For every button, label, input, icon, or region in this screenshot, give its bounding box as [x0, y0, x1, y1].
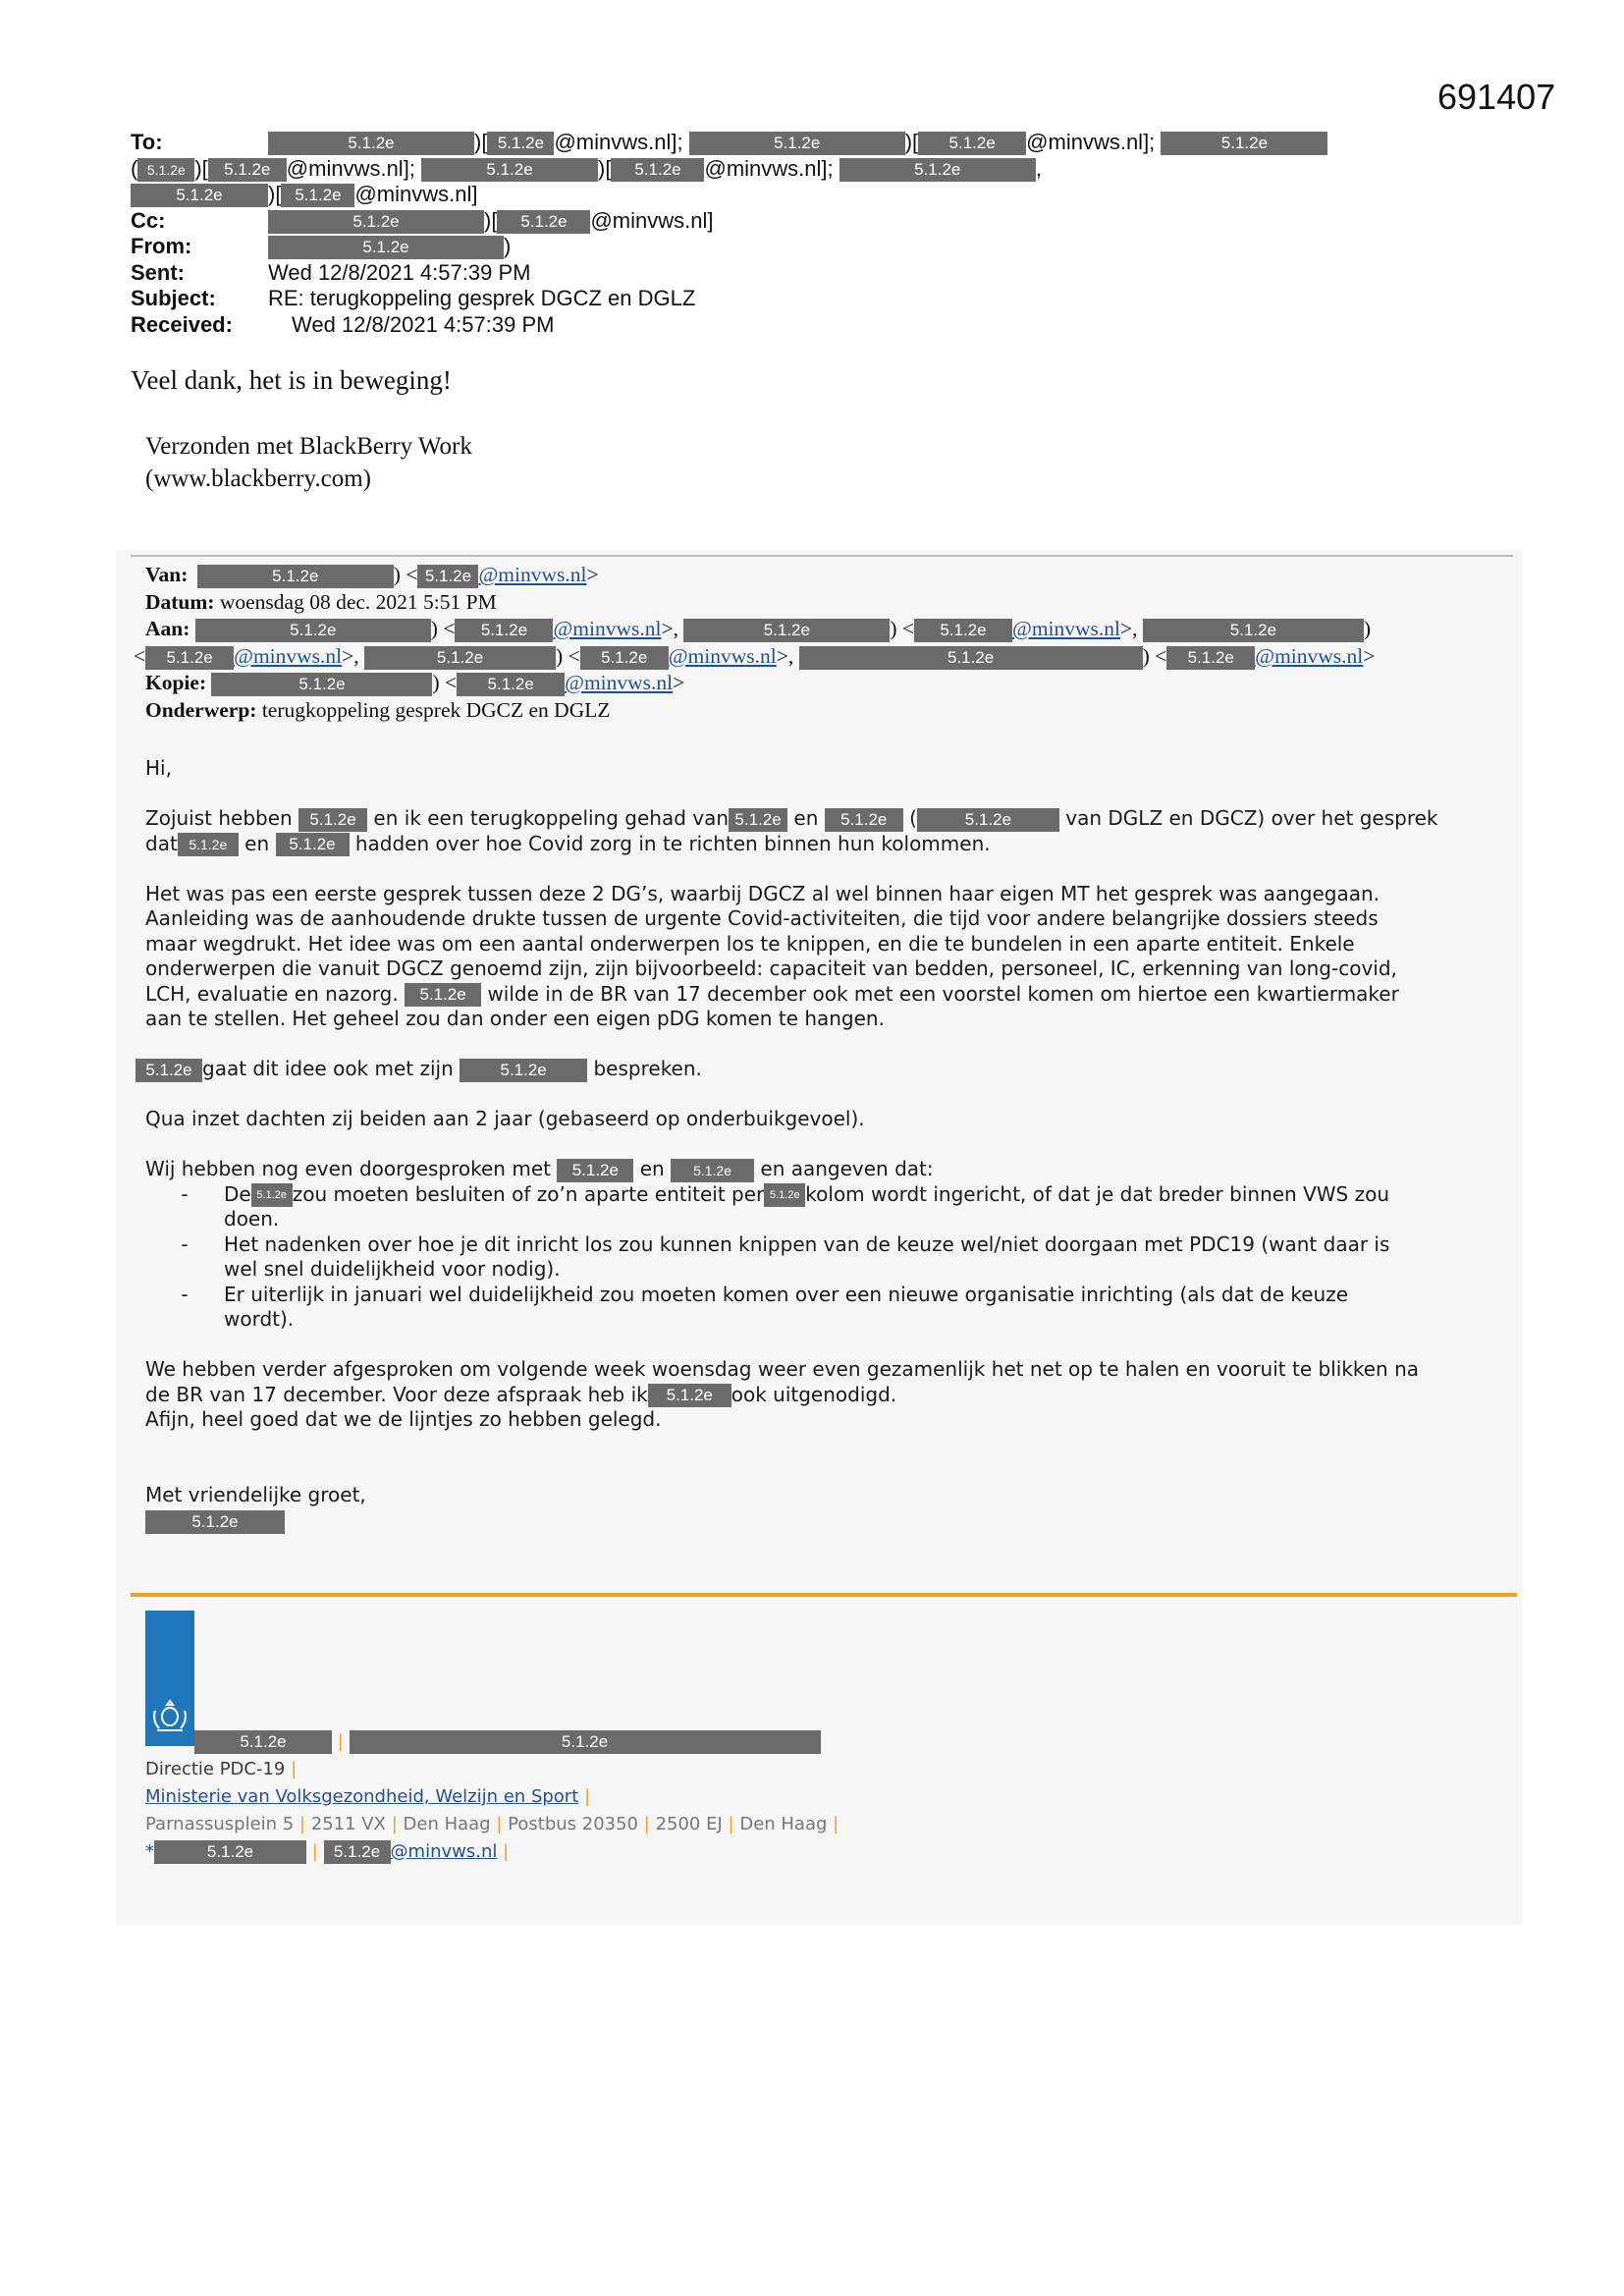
sent-label: Sent:	[131, 259, 185, 285]
list-item	[145, 1182, 1490, 1232]
text: LCH, evaluatie en nazorg.	[145, 981, 399, 1006]
redaction: 5.1.2e	[914, 619, 1012, 642]
divider	[131, 555, 1513, 557]
van-label: Van:	[145, 563, 189, 586]
redaction: 5.1.2e	[154, 1840, 306, 1864]
redaction: 5.1.2e	[421, 158, 598, 182]
text: gaat dit idee ook met zijn	[202, 1057, 454, 1080]
text: en	[793, 806, 819, 830]
subject-value: RE: terugkoppeling gesprek DGCZ en DGLZ	[268, 286, 696, 310]
onderwerp-label: Onderwerp:	[145, 697, 257, 722]
bullet-dash: -	[181, 1231, 189, 1256]
directie: Directie PDC-19	[145, 1759, 286, 1779]
redaction: 5.1.2e	[457, 673, 565, 696]
text: We hebben verder afgesproken om volgende week woensdag weer even gezamenlijk het net op te halen en vooruit te blikken na	[145, 1357, 1420, 1381]
email-link[interactable]: @minvws.nl	[553, 617, 662, 640]
text: Het nadenken over hoe je dit inricht los zou kunnen knippen van de keuze wel/niet doorgaan met PDC19 (want daar is	[224, 1231, 1390, 1256]
document-id: 691407	[1437, 77, 1556, 117]
redaction: 5.1.2e	[405, 983, 481, 1007]
separator: |	[391, 1814, 398, 1834]
rijksoverheid-logo	[145, 1611, 194, 1746]
text: en ik een terugkoppeling gehad van	[373, 806, 730, 830]
aan-label: Aan:	[145, 617, 190, 640]
redaction: 5.1.2e	[276, 833, 350, 856]
redaction: 5.1.2e	[194, 1730, 332, 1754]
redaction: 5.1.2e	[460, 1059, 587, 1082]
separator: |	[291, 1759, 298, 1779]
redaction: 5.1.2e	[839, 158, 1036, 182]
phone-star: *	[145, 1841, 154, 1862]
redaction: 5.1.2e	[497, 210, 590, 234]
blackberry-signature	[145, 430, 472, 495]
subject-label: Subject:	[131, 286, 216, 310]
message-body	[145, 756, 1490, 1534]
redaction: 5.1.2e	[648, 1384, 731, 1407]
separator: |	[298, 1814, 306, 1834]
text: hadden over hoe Covid zorg in te richten binnen hun kolommen.	[354, 831, 991, 855]
separator: |	[728, 1814, 734, 1834]
redaction: 5.1.2e	[135, 1059, 202, 1082]
redaction: 5.1.2e	[729, 808, 787, 832]
text: en	[244, 831, 270, 855]
email-domain: @minvws.nl	[590, 207, 708, 233]
redaction: 5.1.2e	[1161, 132, 1327, 155]
to-label: To:	[131, 130, 163, 154]
redaction: 5.1.2e	[298, 808, 367, 832]
datum-value: woensdag 08 dec. 2021 5:51 PM	[219, 589, 497, 614]
ministry-link[interactable]: Ministerie van Volksgezondheid, Welzijn en Sport	[145, 1786, 579, 1807]
text: bespreken.	[593, 1057, 702, 1080]
text: Zojuist hebben	[145, 806, 293, 830]
text: en	[639, 1157, 665, 1180]
intro-text: Veel dank, het is in beweging!	[131, 365, 452, 395]
address-street: Parnassusplein 5	[145, 1814, 295, 1834]
redaction: 5.1.2e	[825, 808, 903, 832]
sent-value: Wed 12/8/2021 4:57:39 PM	[268, 259, 531, 285]
redaction: 5.1.2e	[324, 1840, 391, 1864]
forwarded-header: Van: 5.1.2e ) < 5.1.2e @minvws.nl> Datum: woensdag 08 dec. 2021 5:51 PM Aan: 5.1.2e ) < 5.1.2e @minvws.nl>, 5.1.2e ) < 5.1.2e @minvws.nl>, 5.1.2e ) < 5.1.2e @minvws.nl>, 5.1.2e ) < 5.1.2e @minvws.nl>, 5.1.2e ) < 5.1.2e @minvws.nl> Kopie: 5.1.2e ) < 5.1.2e @minvws.nl> Onderwerp: terugkoppeling gesprek DGCZ en DGLZ	[134, 563, 1376, 722]
text: onderwerpen die vanuit DGCZ genoemd zijn, zijn bijvoorbeeld: capaciteit van bedden, personeel, IC, erkenning van long-covid,	[145, 957, 1397, 980]
redaction: 5.1.2e	[611, 158, 704, 182]
redaction: 5.1.2e	[1143, 619, 1364, 642]
redaction: 5.1.2e	[918, 132, 1026, 155]
text: en aangeven dat:	[760, 1157, 934, 1180]
bullet-dash: -	[181, 1181, 189, 1206]
greeting: Hi,	[145, 756, 172, 780]
email-link[interactable]: @minvws.nl	[234, 643, 343, 668]
address-city2: Den Haag	[739, 1814, 828, 1834]
redaction: 5.1.2e	[364, 646, 556, 670]
address-postbus: Postbus 20350	[508, 1814, 639, 1834]
separator: |	[337, 1731, 344, 1752]
onderwerp-value: terugkoppeling gesprek DGCZ en DGLZ	[261, 697, 611, 722]
email-domain: @minvws.nl	[286, 155, 404, 181]
from-label: From:	[131, 234, 192, 258]
separator: |	[311, 1841, 318, 1862]
text: zou moeten besluiten of zo’n aparte entiteit per	[292, 1181, 765, 1206]
text: Qua inzet dachten zij beiden aan 2 jaar (gebaseerd op onderbuikgevoel).	[145, 1107, 865, 1130]
separator: |	[503, 1841, 510, 1862]
address-zip: 2511 VX	[310, 1814, 386, 1834]
email-link[interactable]: @minvws.nl	[668, 643, 777, 668]
text: wordt).	[224, 1307, 295, 1331]
outer-email-header: To: 5.1.2e )[ 5.1.2e @minvws.nl]; 5.1.2e )[ 5.1.2e @minvws.nl]; 5.1.2e ( 5.1.2e )[ 5.1.2e @minvws.nl]; 5.1.2e )[ 5.1.2e @minvws.nl]; 5.1.2e , 5.1.2e )[ 5.1.2e @minvws.nl] Cc: 5.1.2e )[ 5.1.2e @minvws.nl] From: 5.1.2e ) Sent: Wed 12/8/2021 4:57:39 PM Subject: RE: terugkoppeling gesprek DGCZ en DGLZ Received: Wed 12/8/2021 4:57:39 PM	[131, 130, 1348, 338]
redaction: 5.1.2e	[178, 833, 239, 856]
redaction: 5.1.2e	[350, 1730, 821, 1754]
address-zip2: 2500 EJ	[655, 1814, 723, 1834]
redaction: 5.1.2e	[197, 565, 394, 588]
datum-label: Datum:	[145, 589, 215, 614]
email-domain: @minvws.nl	[354, 182, 472, 206]
cc-label: Cc:	[131, 207, 166, 233]
email-signature	[145, 1728, 931, 1866]
text: maar wegdrukt. Het idee was om een aantal onderwerpen los te knippen, en die te bundelen in een aparte entiteit. Enkele	[145, 931, 1355, 956]
redaction: 5.1.2e	[1166, 646, 1255, 670]
redaction: 5.1.2e	[764, 1183, 805, 1207]
text: Het was pas een eerste gesprek tussen deze 2 DG’s, waarbij DGCZ al wel binnen haar eigen MT het gesprek was aangegaan.	[145, 881, 1380, 905]
redaction: 5.1.2e	[455, 619, 553, 642]
text: Aanleiding was de aanhoudende drukte tussen de urgente Covid-activiteiten, die tijd voor andere belangrijke dossiers steeds	[145, 906, 1379, 930]
redaction: 5.1.2e	[268, 236, 504, 259]
redaction: 5.1.2e	[917, 808, 1059, 832]
email-domain: @minvws.nl	[1026, 130, 1144, 154]
redaction: 5.1.2e	[251, 1183, 293, 1207]
email-domain: @minvws.nl	[554, 130, 672, 154]
redaction: 5.1.2e	[131, 184, 268, 207]
kopie-label: Kopie:	[145, 671, 207, 694]
email-domain: @minvws.nl	[704, 155, 822, 181]
email-link[interactable]: @minvws.nl	[390, 1841, 498, 1862]
text: De	[224, 1181, 251, 1206]
redaction: 5.1.2e	[268, 210, 484, 234]
redaction: 5.1.2e	[211, 673, 432, 696]
email-link[interactable]: @minvws.nl	[1255, 643, 1364, 668]
text: aan te stellen. Het geheel zou dan onder een eigen pDG komen te hangen.	[145, 1007, 885, 1030]
text: kolom wordt ingericht, of dat je dat breder binnen VWS zou	[805, 1181, 1389, 1206]
separator: |	[643, 1814, 650, 1834]
text: Er uiterlijk in januari wel duidelijkheid zou moeten komen over een nieuwe organisatie inrichting (als dat de keuze	[224, 1282, 1349, 1306]
received-label: Received:	[131, 311, 233, 337]
text: (	[909, 806, 917, 830]
email-link[interactable]: @minvws.nl	[565, 671, 674, 694]
redaction: 5.1.2e	[557, 1159, 633, 1182]
redaction: 5.1.2e	[799, 646, 1143, 670]
closing: Met vriendelijke groet,	[145, 1482, 366, 1506]
text: doen.	[224, 1207, 280, 1230]
blackberry-line1: Verzonden met BlackBerry Work	[145, 433, 472, 460]
text: de BR van 17 december. Voor deze afspraak heb ik	[145, 1382, 648, 1406]
text: wel snel duidelijkheid voor nodig).	[224, 1257, 561, 1281]
redaction: 5.1.2e	[137, 158, 194, 182]
bullet-dash: -	[181, 1282, 189, 1306]
separator: |	[584, 1786, 591, 1807]
text: Afijn, heel goed dat we de lijntjes zo hebben gelegd.	[145, 1407, 662, 1431]
list-item	[145, 1232, 1490, 1283]
redaction: 5.1.2e	[145, 1510, 285, 1534]
text: Wij hebben nog even doorgesproken met	[145, 1157, 551, 1180]
redaction: 5.1.2e	[268, 132, 474, 155]
redaction: 5.1.2e	[281, 184, 354, 207]
redaction: 5.1.2e	[195, 619, 431, 642]
redaction: 5.1.2e	[580, 646, 669, 670]
text: van DGLZ en DGCZ) over het gesprek	[1065, 806, 1438, 830]
signature-divider	[131, 1593, 1517, 1597]
redaction: 5.1.2e	[487, 132, 554, 155]
separator: |	[833, 1814, 839, 1834]
separator: |	[496, 1814, 503, 1834]
received-value: Wed 12/8/2021 4:57:39 PM	[292, 311, 555, 337]
list-item	[145, 1283, 1490, 1333]
email-link[interactable]: @minvws.nl	[1012, 617, 1121, 640]
text: ook uitgenodigd.	[731, 1382, 897, 1406]
redaction: 5.1.2e	[417, 565, 478, 588]
redaction: 5.1.2e	[145, 646, 234, 670]
redaction: 5.1.2e	[683, 619, 890, 642]
redaction: 5.1.2e	[671, 1159, 754, 1182]
blackberry-line2: (www.blackberry.com)	[145, 465, 371, 492]
address-city: Den Haag	[403, 1814, 491, 1834]
text: dat	[145, 831, 178, 855]
redaction: 5.1.2e	[208, 158, 287, 182]
email-link[interactable]: @minvws.nl	[478, 563, 587, 586]
redaction: 5.1.2e	[689, 132, 905, 155]
text: wilde in de BR van 17 december ook met een voorstel komen om hiertoe een kwartiermaker	[487, 981, 1399, 1006]
